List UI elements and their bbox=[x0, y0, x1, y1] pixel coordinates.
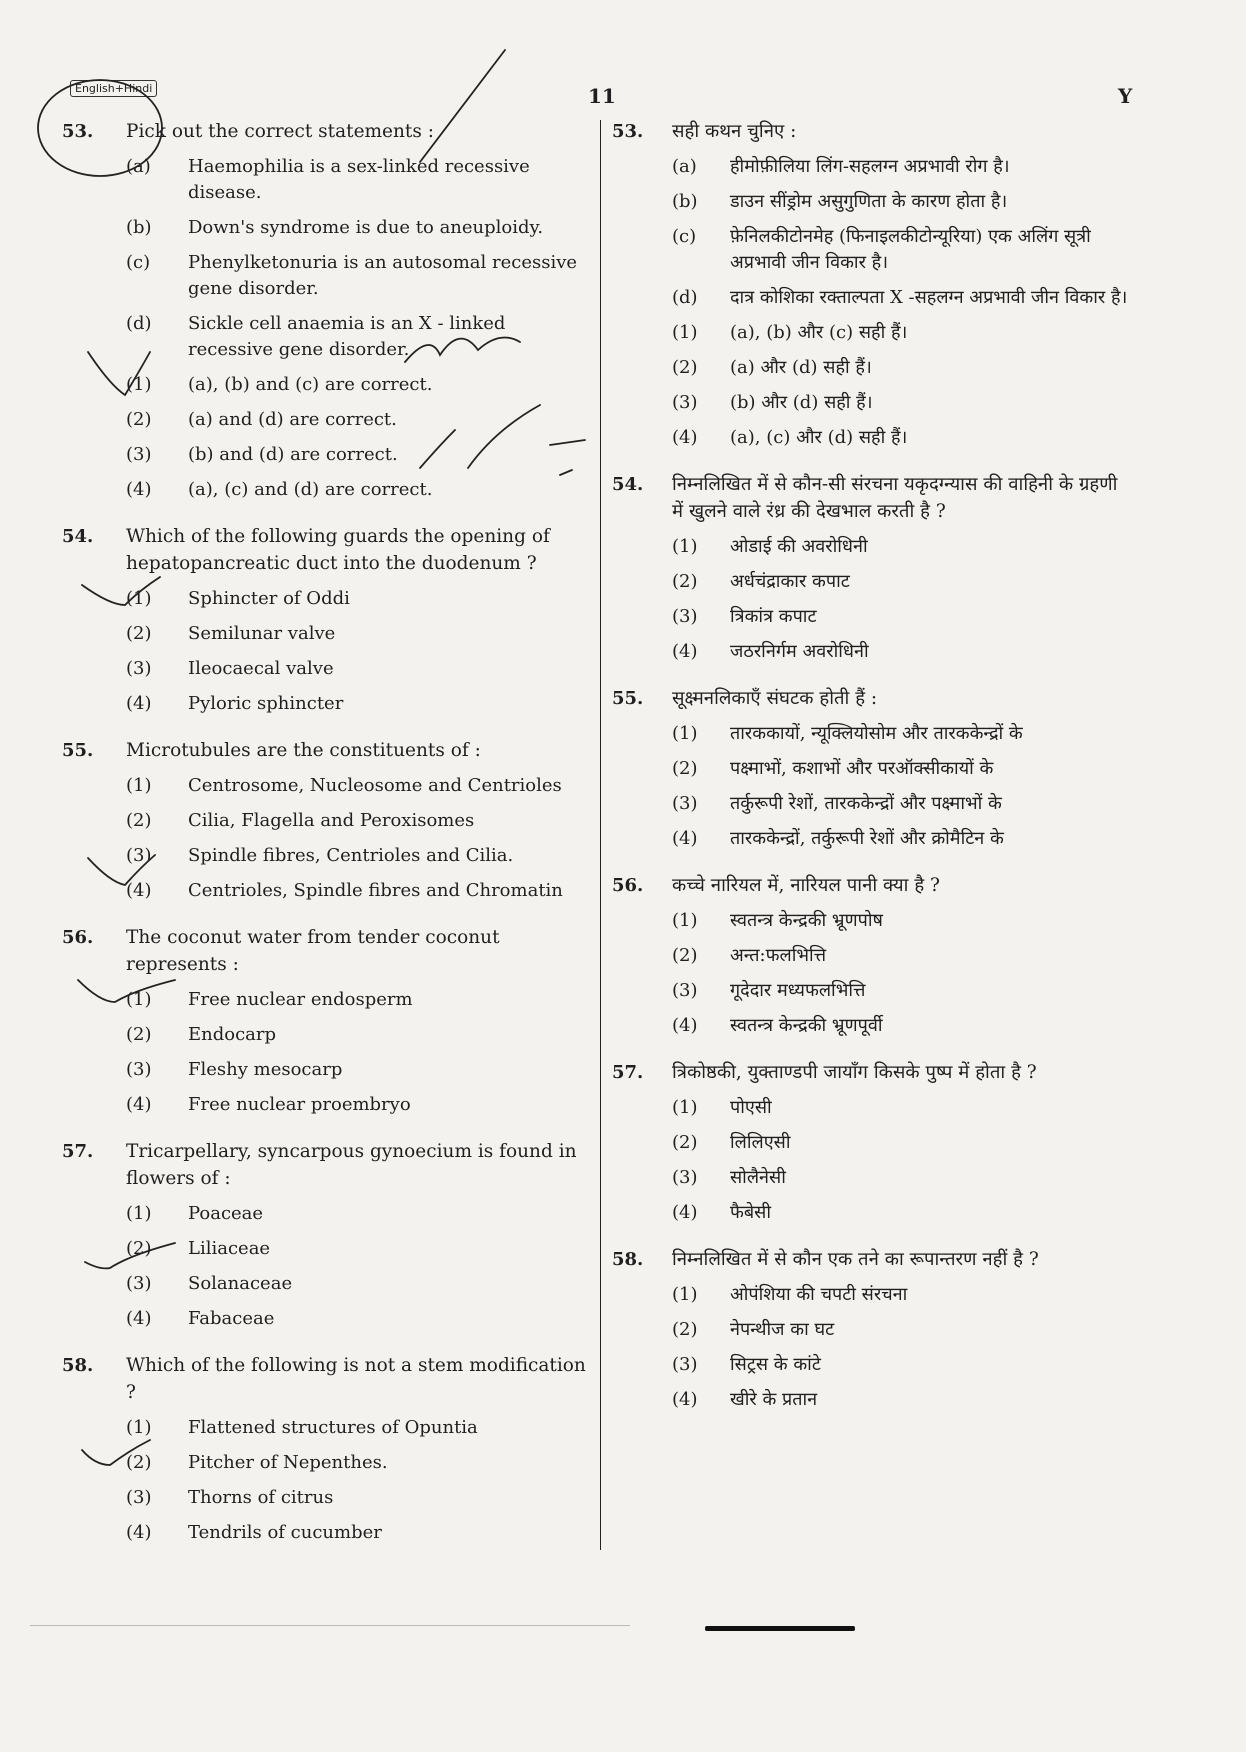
option-text: तारककायों, न्यूक्लियोसोम और तारककेन्द्रों के bbox=[730, 723, 1023, 744]
question-number: 58. bbox=[62, 1355, 94, 1376]
question-number: 58. bbox=[612, 1249, 644, 1270]
option-label: (4) bbox=[126, 693, 152, 714]
option-text: (a) and (d) are correct. bbox=[188, 409, 397, 430]
option bbox=[612, 1165, 1132, 1191]
option-text: पक्ष्माभों, कशाभों और परऑक्सीकायों के bbox=[730, 758, 994, 779]
option bbox=[62, 1057, 592, 1083]
option-text: दात्र कोशिका रक्ताल्पता X -सहलग्न अप्रभावी जीन विकार है। bbox=[730, 287, 1128, 308]
option-label: (1) bbox=[126, 1203, 152, 1224]
option bbox=[62, 1201, 592, 1227]
question-text: Pick out the correct statements : bbox=[126, 121, 434, 142]
option-text: जठरनिर्गम अवरोधिनी bbox=[730, 641, 869, 662]
option-label: (4) bbox=[672, 828, 698, 849]
option bbox=[612, 1282, 1132, 1308]
option-text: (a), (c) और (d) सही हैं। bbox=[730, 427, 908, 448]
option-text: Pyloric sphincter bbox=[188, 693, 344, 714]
option-text: (a), (c) and (d) are correct. bbox=[188, 479, 433, 500]
option bbox=[62, 311, 592, 363]
option-label: (4) bbox=[672, 641, 698, 662]
option-label: (2) bbox=[672, 571, 698, 592]
option bbox=[612, 1352, 1132, 1378]
option bbox=[62, 586, 592, 612]
option-label: (2) bbox=[672, 1132, 698, 1153]
option-label: (3) bbox=[672, 793, 698, 814]
option-text: (a) और (d) सही हैं। bbox=[730, 357, 872, 378]
language-tag: English+Hindi bbox=[70, 80, 157, 97]
footer-mark bbox=[705, 1626, 855, 1631]
option bbox=[62, 621, 592, 647]
option-label: (3) bbox=[672, 1167, 698, 1188]
option bbox=[62, 1022, 592, 1048]
option-text: Ileocaecal valve bbox=[188, 658, 334, 679]
option bbox=[612, 390, 1132, 416]
option bbox=[612, 534, 1132, 560]
option-label: (1) bbox=[672, 322, 698, 343]
option bbox=[612, 943, 1132, 969]
option-text: Thorns of citrus bbox=[188, 1487, 334, 1508]
option-label: (1) bbox=[672, 910, 698, 931]
option-label: (2) bbox=[126, 1024, 152, 1045]
question-number: 57. bbox=[62, 1141, 94, 1162]
question-text: सही कथन चुनिए : bbox=[672, 121, 797, 142]
option bbox=[612, 908, 1132, 934]
question-53-en bbox=[62, 118, 592, 503]
option-text: Tendrils of cucumber bbox=[188, 1522, 382, 1543]
option-text: खीरे के प्रतान bbox=[730, 1389, 818, 1410]
question-number: 56. bbox=[612, 875, 644, 896]
option-text: अर्धचंद्राकार कपाट bbox=[730, 571, 850, 592]
option-label: (3) bbox=[672, 392, 698, 413]
option bbox=[612, 285, 1132, 311]
question-number: 55. bbox=[612, 688, 644, 709]
question-56-hi bbox=[612, 872, 1132, 1039]
option bbox=[62, 154, 592, 206]
option-text: Pitcher of Nepenthes. bbox=[188, 1452, 388, 1473]
option-label: (3) bbox=[126, 845, 152, 866]
option-text: ओपंशिया की चपटी संरचना bbox=[730, 1284, 908, 1305]
option bbox=[62, 878, 592, 904]
option-label: (3) bbox=[672, 606, 698, 627]
question-text: निम्नलिखित में से कौन एक तने का रूपान्तरण नहीं है ? bbox=[672, 1249, 1039, 1270]
option-text: फैबेसी bbox=[730, 1202, 771, 1223]
option bbox=[62, 250, 592, 302]
option bbox=[612, 1200, 1132, 1226]
option-label: (3) bbox=[672, 980, 698, 1001]
option-label: (2) bbox=[126, 409, 152, 430]
option bbox=[62, 442, 592, 468]
option-label: (4) bbox=[126, 1522, 152, 1543]
option-label: (1) bbox=[672, 723, 698, 744]
question-text: कच्चे नारियल में, नारियल पानी क्या है ? bbox=[672, 875, 940, 896]
option-label: (4) bbox=[672, 1202, 698, 1223]
option-text: पोएसी bbox=[730, 1097, 772, 1118]
option-text: Fleshy mesocarp bbox=[188, 1059, 343, 1080]
option-text: Spindle fibres, Centrioles and Cilia. bbox=[188, 845, 514, 866]
question-number: 53. bbox=[612, 121, 644, 142]
option-label: (2) bbox=[672, 1319, 698, 1340]
option bbox=[62, 1092, 592, 1118]
option bbox=[612, 1130, 1132, 1156]
option-text: Centrioles, Spindle fibres and Chromatin bbox=[188, 880, 563, 901]
english-column bbox=[62, 118, 592, 1566]
option bbox=[62, 843, 592, 869]
option bbox=[612, 320, 1132, 346]
option bbox=[612, 425, 1132, 451]
question-text: Microtubules are the constituents of : bbox=[126, 740, 481, 761]
option bbox=[612, 1387, 1132, 1413]
option-label: (3) bbox=[126, 1273, 152, 1294]
question-number: 54. bbox=[612, 474, 644, 495]
option bbox=[612, 756, 1132, 782]
option-label: (3) bbox=[126, 444, 152, 465]
option bbox=[62, 372, 592, 398]
option-label: (1) bbox=[672, 1097, 698, 1118]
option-text: लिलिएसी bbox=[730, 1132, 791, 1153]
option bbox=[62, 1485, 592, 1511]
option bbox=[62, 987, 592, 1013]
option bbox=[612, 721, 1132, 747]
option bbox=[612, 1317, 1132, 1343]
option-text: नेपन्थीज का घट bbox=[730, 1319, 835, 1340]
option-label: (1) bbox=[126, 989, 152, 1010]
option-label: (c) bbox=[126, 252, 151, 273]
option-text: Centrosome, Nucleosome and Centrioles bbox=[188, 775, 562, 796]
option-label: (3) bbox=[672, 1354, 698, 1375]
option-label: (1) bbox=[126, 588, 152, 609]
option bbox=[612, 791, 1132, 817]
option bbox=[62, 691, 592, 717]
option-text: हीमोफ़ीलिया लिंग-सहलग्न अप्रभावी रोग है। bbox=[730, 156, 1010, 177]
option bbox=[62, 808, 592, 834]
option-text: Sickle cell anaemia is an X - linked recessive gene disorder. bbox=[188, 313, 506, 360]
option-text: स्वतन्त्र केन्द्रकी भ्रूणपूर्वी bbox=[730, 1015, 883, 1036]
option-text: (a), (b) and (c) are correct. bbox=[188, 374, 433, 395]
option-label: (c) bbox=[672, 226, 697, 247]
question-text: सूक्ष्मनलिकाएँ संघटक होती हैं : bbox=[672, 688, 878, 709]
option-label: (4) bbox=[126, 1094, 152, 1115]
option-label: (a) bbox=[672, 156, 697, 177]
option bbox=[62, 477, 592, 503]
option-label: (2) bbox=[672, 357, 698, 378]
option bbox=[612, 355, 1132, 381]
option-text: ओडाई की अवरोधिनी bbox=[730, 536, 868, 557]
option-label: (3) bbox=[126, 1059, 152, 1080]
option-label: (d) bbox=[672, 287, 698, 308]
option-text: Free nuclear proembryo bbox=[188, 1094, 411, 1115]
question-text: त्रिकोष्ठकी, युक्ताण्डपी जायाँग किसके पुष्प में होता है ? bbox=[672, 1062, 1037, 1083]
option bbox=[62, 1415, 592, 1441]
option-label: (1) bbox=[126, 775, 152, 796]
question-number: 54. bbox=[62, 526, 94, 547]
question-57-hi bbox=[612, 1059, 1132, 1226]
option-text: Endocarp bbox=[188, 1024, 277, 1045]
option-text: तारककेन्द्रों, तर्कुरूपी रेशों और क्रोमैटिन के bbox=[730, 828, 1004, 849]
option-label: (1) bbox=[126, 374, 152, 395]
option bbox=[62, 215, 592, 241]
option-text: Solanaceae bbox=[188, 1273, 293, 1294]
option-text: Haemophilia is a sex-linked recessive disease. bbox=[188, 156, 530, 203]
question-53-hi bbox=[612, 118, 1132, 451]
option bbox=[612, 154, 1132, 180]
option-text: (b) और (d) सही हैं। bbox=[730, 392, 873, 413]
option-label: (1) bbox=[126, 1417, 152, 1438]
question-55-hi bbox=[612, 685, 1132, 852]
option-label: (1) bbox=[672, 536, 698, 557]
series-code: Y bbox=[1118, 84, 1133, 108]
option bbox=[62, 1271, 592, 1297]
option-label: (2) bbox=[126, 623, 152, 644]
option-text: Sphincter of Oddi bbox=[188, 588, 350, 609]
option-label: (b) bbox=[126, 217, 152, 238]
question-54-hi bbox=[612, 471, 1132, 665]
question-57-en bbox=[62, 1138, 592, 1332]
option-label: (d) bbox=[126, 313, 152, 334]
option-text: डाउन सींड्रोम असुगुणिता के कारण होता है। bbox=[730, 191, 1008, 212]
option-label: (a) bbox=[126, 156, 151, 177]
footer-line bbox=[30, 1625, 630, 1626]
question-55-en bbox=[62, 737, 592, 904]
option bbox=[612, 639, 1132, 665]
question-58-en bbox=[62, 1352, 592, 1546]
option-text: Fabaceae bbox=[188, 1308, 275, 1329]
option-text: फ़ेनिलकीटोनमेह (फिनाइलकीटोन्यूरिया) एक अलिंग सूत्री अप्रभावी जीन विकार है। bbox=[730, 226, 1091, 273]
option-text: Liliaceae bbox=[188, 1238, 271, 1259]
option bbox=[612, 604, 1132, 630]
option-label: (2) bbox=[672, 945, 698, 966]
option-label: (2) bbox=[672, 758, 698, 779]
option-label: (2) bbox=[126, 810, 152, 831]
hindi-column bbox=[612, 118, 1132, 1433]
question-58-hi bbox=[612, 1246, 1132, 1413]
page-number: 11 bbox=[588, 84, 616, 108]
option-text: स्वतन्त्र केन्द्रकी भ्रूणपोष bbox=[730, 910, 883, 931]
option-label: (4) bbox=[672, 1015, 698, 1036]
question-number: 57. bbox=[612, 1062, 644, 1083]
option-text: अन्त:फलभित्ति bbox=[730, 945, 827, 966]
option bbox=[62, 1306, 592, 1332]
column-divider bbox=[600, 120, 601, 1550]
option bbox=[62, 773, 592, 799]
question-number: 53. bbox=[62, 121, 94, 142]
question-text: Which of the following guards the opening of hepatopancreatic duct into the duodenum ? bbox=[126, 526, 550, 574]
option-label: (b) bbox=[672, 191, 698, 212]
option-text: सोलैनेसी bbox=[730, 1167, 786, 1188]
option-text: तर्कुरूपी रेशों, तारककेन्द्रों और पक्ष्माभों के bbox=[730, 793, 1002, 814]
option bbox=[612, 569, 1132, 595]
question-text: The coconut water from tender coconut represents : bbox=[126, 927, 500, 975]
option-text: Poaceae bbox=[188, 1203, 264, 1224]
option-text: गूदेदार मध्यफलभित्ति bbox=[730, 980, 866, 1001]
question-number: 56. bbox=[62, 927, 94, 948]
option bbox=[612, 1013, 1132, 1039]
question-text: Tricarpellary, syncarpous gynoecium is found in flowers of : bbox=[126, 1141, 577, 1189]
option bbox=[62, 407, 592, 433]
option-text: (a), (b) और (c) सही हैं। bbox=[730, 322, 908, 343]
option bbox=[612, 1095, 1132, 1121]
option-label: (1) bbox=[672, 1284, 698, 1305]
question-text: Which of the following is not a stem modification ? bbox=[126, 1355, 586, 1403]
option-text: (b) and (d) are correct. bbox=[188, 444, 398, 465]
option bbox=[62, 1520, 592, 1546]
option-text: त्रिकांत्र कपाट bbox=[730, 606, 817, 627]
option bbox=[612, 224, 1132, 276]
option bbox=[612, 189, 1132, 215]
option-label: (4) bbox=[126, 880, 152, 901]
option-text: Flattened structures of Opuntia bbox=[188, 1417, 478, 1438]
option-text: सिट्रस के कांटे bbox=[730, 1354, 821, 1375]
option-label: (4) bbox=[126, 479, 152, 500]
option-label: (2) bbox=[126, 1452, 152, 1473]
option-label: (4) bbox=[672, 427, 698, 448]
option-text: Phenylketonuria is an autosomal recessive gene disorder. bbox=[188, 252, 578, 299]
option-label: (2) bbox=[126, 1238, 152, 1259]
option bbox=[612, 826, 1132, 852]
option bbox=[612, 978, 1132, 1004]
option-label: (4) bbox=[126, 1308, 152, 1329]
option bbox=[62, 1450, 592, 1476]
question-54-en bbox=[62, 523, 592, 717]
option-text: Cilia, Flagella and Peroxisomes bbox=[188, 810, 475, 831]
option bbox=[62, 1236, 592, 1262]
question-number: 55. bbox=[62, 740, 94, 761]
question-56-en bbox=[62, 924, 592, 1118]
option-text: Semilunar valve bbox=[188, 623, 336, 644]
option-label: (3) bbox=[126, 658, 152, 679]
option-label: (4) bbox=[672, 1389, 698, 1410]
option-text: Down's syndrome is due to aneuploidy. bbox=[188, 217, 544, 238]
option-label: (3) bbox=[126, 1487, 152, 1508]
option-text: Free nuclear endosperm bbox=[188, 989, 413, 1010]
option bbox=[62, 656, 592, 682]
question-text: निम्नलिखित में से कौन-सी संरचना यकृदग्न्यास की वाहिनी के ग्रहणी में खुलने वाले रंध्र की देखभाल करती है ? bbox=[672, 474, 1118, 522]
